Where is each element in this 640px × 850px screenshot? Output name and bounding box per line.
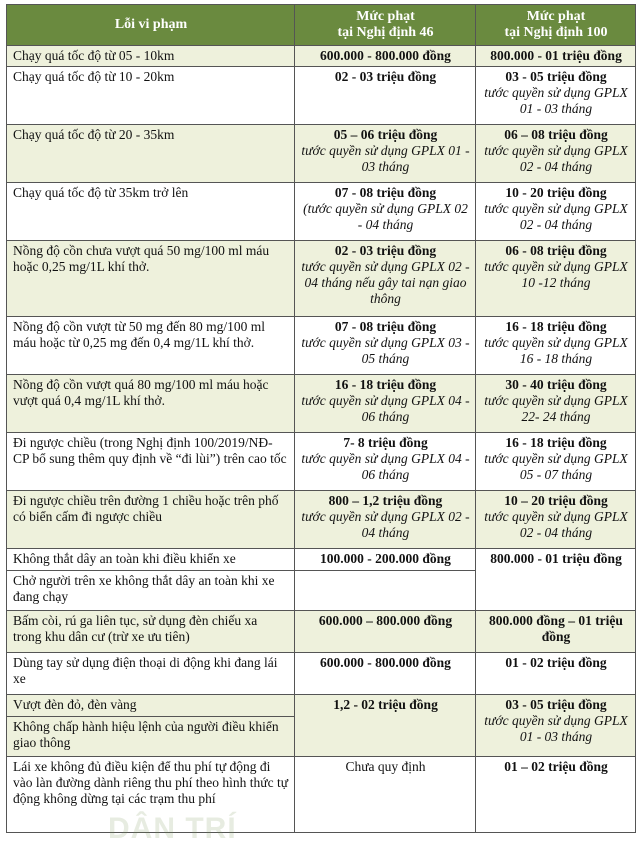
decree-100-cell	[476, 611, 636, 653]
license-suspension: tước quyền sử dụng GPLX 05 - 07 tháng	[484, 451, 628, 482]
violation-cell: Chạy quá tốc độ từ 10 - 20km	[7, 67, 295, 125]
violation-cell: Lái xe không đủ điều kiện để thu phí tự động đi vào làn đường dành riêng thu phí theo hình thức tự động không dừng tại các trạm thu phí	[7, 757, 295, 833]
violation-cell: Không chấp hành hiệu lệnh của người điều khiển giao thông	[7, 717, 295, 757]
fine-amount: 01 – 02 triệu đồng	[504, 759, 608, 774]
fine-amount: 800.000 - 01 triệu đồng	[490, 48, 622, 63]
license-suspension: tước quyền sử dụng GPLX 01 - 03 tháng	[301, 143, 470, 174]
violation-cell: Dùng tay sử dụng điện thoại di động khi đang lái xe	[7, 653, 295, 695]
violation-cell: Chở người trên xe không thắt dây an toàn khi xe đang chạy	[7, 571, 295, 611]
license-suspension: tước quyền sử dụng GPLX 22- 24 tháng	[484, 393, 628, 424]
decree-46-cell: Chưa quy định	[295, 757, 476, 833]
decree-46-cell	[295, 241, 476, 317]
decree-46-cell	[295, 183, 476, 241]
violation-cell: Chạy quá tốc độ từ 05 - 10km	[7, 46, 295, 67]
decree-100-cell	[476, 67, 636, 125]
fine-amount: 01 - 02 triệu đồng	[505, 655, 607, 670]
decree-46-merged-cell	[295, 695, 476, 757]
decree-100-cell	[476, 183, 636, 241]
license-suspension: (tước quyền sử dụng GPLX 02 - 04 tháng	[303, 201, 468, 232]
decree-46-cell	[295, 549, 476, 571]
table-row	[7, 611, 636, 653]
fine-amount: 02 - 03 triệu đồng	[334, 69, 437, 84]
header-decree-46-line1: Mức phạt	[356, 9, 415, 24]
decree-100-cell	[476, 757, 636, 833]
header-decree-100-line1: Mức phạt	[526, 9, 586, 24]
fine-amount: 600.000 – 800.000 đồng	[318, 613, 453, 628]
license-suspension: tước quyền sử dụng GPLX 02 - 04 tháng	[484, 201, 628, 232]
violation-cell: Bấm còi, rú ga liên tục, sử dụng đèn chiếu xa trong khu dân cư (trừ xe ưu tiên)	[7, 611, 295, 653]
decree-46-cell	[295, 375, 476, 433]
violation-cell: Nồng độ cồn vượt từ 50 mg đến 80 mg/100 ml máu hoặc từ 0,25 mg đến 0,4 mg/1L khí thở.	[7, 317, 295, 375]
fines-table	[6, 4, 636, 833]
header-decree-46-line2: tại Nghị định 46	[337, 25, 434, 40]
decree-46-cell	[295, 433, 476, 491]
decree-46-cell	[295, 611, 476, 653]
header-violation: Lỗi vi phạm	[7, 5, 295, 46]
fine-amount: 03 - 05 triệu đồng	[505, 697, 607, 712]
fine-amount: 16 - 18 triệu đồng	[334, 377, 437, 392]
table-row	[7, 67, 636, 125]
violation-cell: Không thắt dây an toàn khi điều khiển xe	[7, 549, 295, 571]
table-row	[7, 653, 636, 695]
fine-amount: 16 - 18 triệu đồng	[505, 319, 607, 334]
fine-amount: 800.000 đồng – 01 triệu đồng	[489, 613, 623, 644]
table-row	[7, 433, 636, 491]
fine-amount: 06 - 08 triệu đồng	[505, 243, 607, 258]
license-suspension: tước quyền sử dụng GPLX 02 - 04 tháng	[484, 143, 628, 174]
license-suspension: tước quyền sử dụng GPLX 16 - 18 tháng	[484, 335, 628, 366]
table-row	[7, 241, 636, 317]
license-suspension: tước quyền sử dụng GPLX 01 - 03 tháng	[484, 713, 628, 744]
license-suspension: tước quyền sử dụng GPLX 04 - 06 tháng	[301, 451, 470, 482]
decree-100-cell	[476, 46, 636, 67]
license-suspension: tước quyền sử dụng GPLX 04 - 06 tháng	[301, 393, 470, 424]
license-suspension: tước quyền sử dụng GPLX 01 - 03 tháng	[484, 85, 628, 116]
fine-amount: 16 - 18 triệu đồng	[505, 435, 607, 450]
fine-amount: 800 – 1,2 triệu đồng	[328, 493, 443, 508]
fine-amount: 10 – 20 triệu đồng	[504, 493, 608, 508]
violation-cell: Đi ngược chiều trên đường 1 chiều hoặc trên phố có biển cấm đi ngược chiều	[7, 491, 295, 549]
fine-amount: 1,2 - 02 triệu đồng	[333, 697, 438, 712]
header-decree-100-line2: tại Nghị định 100	[504, 25, 608, 40]
decree-46-cell	[295, 317, 476, 375]
table-row	[7, 46, 636, 67]
violation-cell: Nồng độ cồn chưa vượt quá 50 mg/100 ml máu hoặc 0,25 mg/1L khí thở.	[7, 241, 295, 317]
license-suspension: tước quyền sử dụng GPLX 03 - 05 tháng	[301, 335, 470, 366]
table-row	[7, 375, 636, 433]
decree-46-cell	[295, 571, 476, 611]
table-row	[7, 183, 636, 241]
decree-100-cell	[476, 491, 636, 549]
decree-100-cell	[476, 653, 636, 695]
violation-cell: Đi ngược chiều (trong Nghị định 100/2019/NĐ-CP bổ sung thêm quy định về “đi lùi”) trên cao tốc	[7, 433, 295, 491]
license-suspension: tước quyền sử dụng GPLX 10 -12 tháng	[484, 259, 628, 290]
fine-amount: 06 – 08 triệu đồng	[504, 127, 608, 142]
decree-100-cell	[476, 241, 636, 317]
fine-amount: 600.000 - 800.000 đồng	[320, 655, 451, 670]
fine-amount: 800.000 - 01 triệu đồng	[490, 551, 622, 566]
header-decree-100	[476, 5, 636, 46]
fine-amount: 100.000 - 200.000 đồng	[320, 551, 451, 566]
decree-100-merged-cell	[476, 695, 636, 757]
fine-amount: 7- 8 triệu đồng	[343, 435, 428, 450]
fine-amount: 02 - 03 triệu đồng	[334, 243, 437, 258]
table-row	[7, 549, 636, 571]
violation-cell: Chạy quá tốc độ từ 35km trở lên	[7, 183, 295, 241]
violation-cell: Nồng độ cồn vượt quá 80 mg/100 ml máu hoặc vượt quá 0,4 mg/1L khí thở.	[7, 375, 295, 433]
license-suspension: tước quyền sử dụng GPLX 02 - 04 tháng nếu gây tai nạn giao thông	[301, 259, 470, 306]
decree-46-cell	[295, 653, 476, 695]
fine-amount: 10 - 20 triệu đồng	[505, 185, 607, 200]
violation-cell: Chạy quá tốc độ từ 20 - 35km	[7, 125, 295, 183]
decree-46-cell	[295, 125, 476, 183]
header-decree-46	[295, 5, 476, 46]
fine-amount: 07 - 08 triệu đồng	[334, 185, 437, 200]
violation-cell: Vượt đèn đỏ, đèn vàng	[7, 695, 295, 717]
decree-100-merged-cell	[476, 549, 636, 611]
fine-amount: 30 - 40 triệu đồng	[505, 377, 607, 392]
decree-100-cell	[476, 375, 636, 433]
table-row	[7, 491, 636, 549]
table-row	[7, 757, 636, 833]
fine-amount: 03 - 05 triệu đồng	[505, 69, 607, 84]
fine-amount: 05 – 06 triệu đồng	[333, 127, 438, 142]
decree-46-cell	[295, 67, 476, 125]
header-row	[7, 5, 636, 46]
license-suspension: tước quyền sử dụng GPLX 02 - 04 tháng	[484, 509, 628, 540]
fine-amount: 07 - 08 triệu đồng	[334, 319, 437, 334]
decree-100-cell	[476, 433, 636, 491]
table-row	[7, 317, 636, 375]
decree-100-cell	[476, 125, 636, 183]
fine-amount: 600.000 - 800.000 đồng	[320, 48, 451, 63]
decree-100-cell	[476, 317, 636, 375]
decree-46-cell	[295, 46, 476, 67]
license-suspension: tước quyền sử dụng GPLX 02 - 04 tháng	[301, 509, 470, 540]
table-row	[7, 125, 636, 183]
decree-46-cell	[295, 491, 476, 549]
table-row	[7, 695, 636, 717]
